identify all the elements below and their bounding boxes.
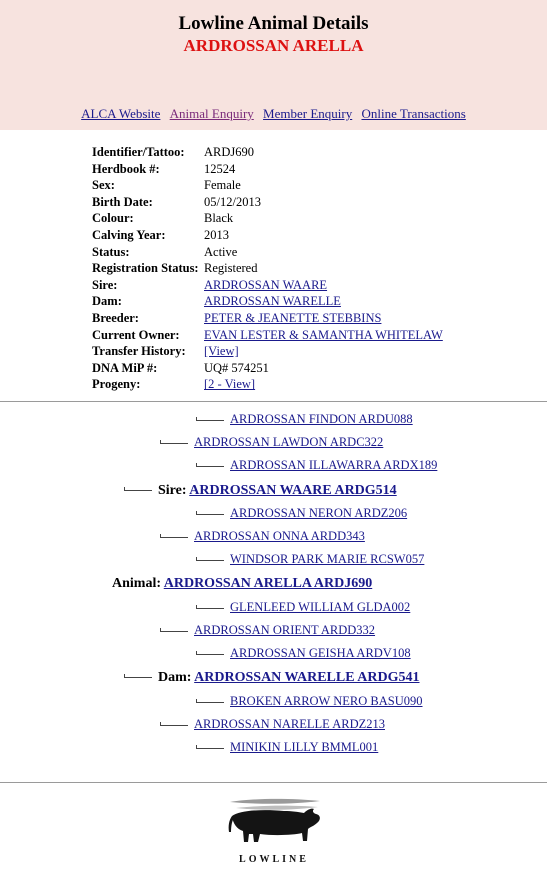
lowline-logo: [222, 796, 326, 870]
pedigree-row: [196, 412, 413, 427]
tree-connector: [124, 677, 152, 678]
tree-connector: [160, 443, 188, 444]
detail-value-cell: [203, 260, 443, 277]
detail-value: Female: [204, 178, 241, 193]
detail-value-cell: [203, 161, 443, 178]
detail-row: [90, 293, 443, 310]
detail-key: Sire:: [92, 277, 118, 292]
dam-label: Dam:: [158, 670, 192, 685]
detail-key: Status:: [92, 244, 130, 259]
detail-value: Active: [204, 244, 238, 259]
detail-row: [90, 376, 443, 393]
detail-value-link[interactable]: ARDROSSAN WAARE: [204, 277, 328, 292]
detail-key: Transfer History:: [92, 344, 186, 359]
tree-connector: [196, 514, 224, 515]
pedigree-row: [196, 506, 407, 521]
detail-row: [90, 244, 443, 261]
detail-value-link[interactable]: PETER & JEANETTE STEBBINS: [204, 310, 382, 325]
pedigree-dam-row: [124, 670, 420, 686]
detail-value-cell: [203, 376, 443, 393]
animal-label: Animal:: [112, 576, 161, 591]
pedigree-link[interactable]: ARDROSSAN ONNA ARDD343: [194, 529, 365, 543]
detail-key: Progeny:: [92, 377, 141, 392]
detail-value: Black: [204, 211, 234, 226]
detail-key: Calving Year:: [92, 227, 166, 242]
pedigree-link[interactable]: ARDROSSAN FINDON ARDU088: [230, 412, 413, 426]
pedigree-row: [196, 646, 411, 661]
detail-value-cell: [203, 293, 443, 310]
tree-connector: [124, 490, 152, 491]
pedigree-link[interactable]: WINDSOR PARK MARIE RCSW057: [230, 552, 425, 566]
detail-row: [90, 177, 443, 194]
detail-key: Dam:: [92, 294, 122, 309]
detail-key: DNA MiP #:: [92, 360, 158, 375]
detail-key: Colour:: [92, 211, 134, 226]
tree-connector: [196, 654, 224, 655]
detail-key: Identifier/Tattoo:: [92, 145, 185, 159]
tree-connector: [196, 608, 224, 609]
detail-value-link[interactable]: [View]: [204, 344, 239, 359]
detail-key: Registration Status:: [92, 261, 199, 276]
pedigree-row: [196, 694, 423, 709]
pedigree-row: [160, 435, 383, 450]
detail-row: [90, 327, 443, 344]
detail-value-cell: [203, 343, 443, 360]
detail-row: [90, 310, 443, 327]
pedigree-link[interactable]: ARDROSSAN GEISHA ARDV108: [230, 646, 411, 660]
page-header: [0, 0, 547, 130]
tree-connector: [196, 702, 224, 703]
pedigree-row: [160, 717, 385, 732]
detail-key: Herdbook #:: [92, 161, 160, 176]
tree-connector: [196, 466, 224, 467]
detail-value-cell: [203, 360, 443, 377]
detail-row: [90, 161, 443, 178]
tree-connector: [160, 631, 188, 632]
detail-value-link[interactable]: ARDROSSAN WARELLE: [204, 294, 341, 309]
pedigree-row: [196, 552, 424, 567]
detail-value: 12524: [204, 161, 236, 176]
detail-value-cell: [203, 310, 443, 327]
tree-connector: [160, 725, 188, 726]
detail-value-cell: [203, 277, 443, 294]
pedigree-link[interactable]: ARDROSSAN ILLAWARRA ARDX189: [230, 458, 438, 472]
pedigree-link[interactable]: ARDROSSAN NERON ARDZ206: [230, 506, 408, 520]
detail-value: 05/12/2013: [204, 194, 261, 209]
nav-alca-website[interactable]: ALCA Website: [81, 106, 161, 121]
detail-value-cell: [203, 144, 443, 161]
page-title: Lowline Animal Details: [178, 13, 369, 34]
detail-key: Sex:: [92, 178, 115, 193]
sire-link[interactable]: ARDROSSAN WAARE ARDG514: [189, 483, 397, 498]
divider-bottom: [0, 782, 547, 783]
pedigree-row: [160, 529, 365, 544]
nav-animal-enquiry[interactable]: Animal Enquiry: [169, 106, 254, 121]
detail-row: [90, 277, 443, 294]
detail-value: Registered: [204, 261, 258, 276]
detail-row: [90, 360, 443, 377]
pedigree-link[interactable]: ARDROSSAN LAWDON ARDC322: [194, 435, 384, 449]
pedigree-link[interactable]: GLENLEED WILLIAM GLDA002: [230, 600, 411, 614]
detail-value-link[interactable]: [2 - View]: [204, 377, 256, 392]
pedigree-row: [160, 623, 375, 638]
detail-row: [90, 227, 443, 244]
detail-value: UQ# 574251: [204, 360, 269, 375]
detail-value-cell: [203, 244, 443, 261]
detail-row: [90, 260, 443, 277]
sire-label: Sire:: [158, 483, 187, 498]
pedigree-link[interactable]: ARDROSSAN NARELLE ARDZ213: [194, 717, 385, 731]
detail-value-cell: [203, 210, 443, 227]
tree-connector: [160, 537, 188, 538]
pedigree-link[interactable]: MINIKIN LILLY BMML001: [230, 740, 379, 754]
detail-key: Current Owner:: [92, 327, 180, 342]
nav-links: [0, 106, 547, 122]
animal-details-table: [90, 144, 443, 393]
pedigree-animal-row: [112, 576, 372, 592]
detail-row: [90, 144, 443, 161]
detail-row: [90, 194, 443, 211]
detail-value-cell: [203, 177, 443, 194]
dam-link[interactable]: ARDROSSAN WARELLE ARDG541: [194, 670, 420, 685]
detail-value: ARDJ690: [204, 145, 255, 159]
pedigree-link[interactable]: BROKEN ARROW NERO BASU090: [230, 694, 423, 708]
detail-key: Birth Date:: [92, 194, 153, 209]
detail-value-cell: [203, 194, 443, 211]
pedigree-row: [196, 600, 410, 615]
detail-value-cell: [203, 227, 443, 244]
detail-key: Breeder:: [92, 310, 139, 325]
animal-link[interactable]: ARDROSSAN ARELLA ARDJ690: [163, 576, 373, 591]
tree-connector: [196, 748, 224, 749]
tree-connector: [196, 420, 224, 421]
logo-text: LOWLINE: [239, 854, 309, 865]
nav-member-enquiry[interactable]: Member Enquiry: [263, 106, 353, 121]
pedigree-link[interactable]: ARDROSSAN ORIENT ARDD332: [194, 623, 376, 637]
pedigree-row: [196, 740, 378, 755]
tree-connector: [196, 560, 224, 561]
detail-row: [90, 210, 443, 227]
nav-online-transactions[interactable]: Online Transactions: [361, 106, 466, 121]
animal-name-heading: ARDROSSAN ARELLA: [183, 36, 364, 55]
divider-top: [0, 401, 547, 402]
pedigree-row: [196, 458, 437, 473]
pedigree-sire-row: [124, 483, 397, 499]
detail-value: 2013: [204, 227, 229, 242]
detail-value-cell: [203, 327, 443, 344]
detail-value-link[interactable]: EVAN LESTER & SAMANTHA WHITELAW: [204, 327, 443, 342]
detail-row: [90, 343, 443, 360]
